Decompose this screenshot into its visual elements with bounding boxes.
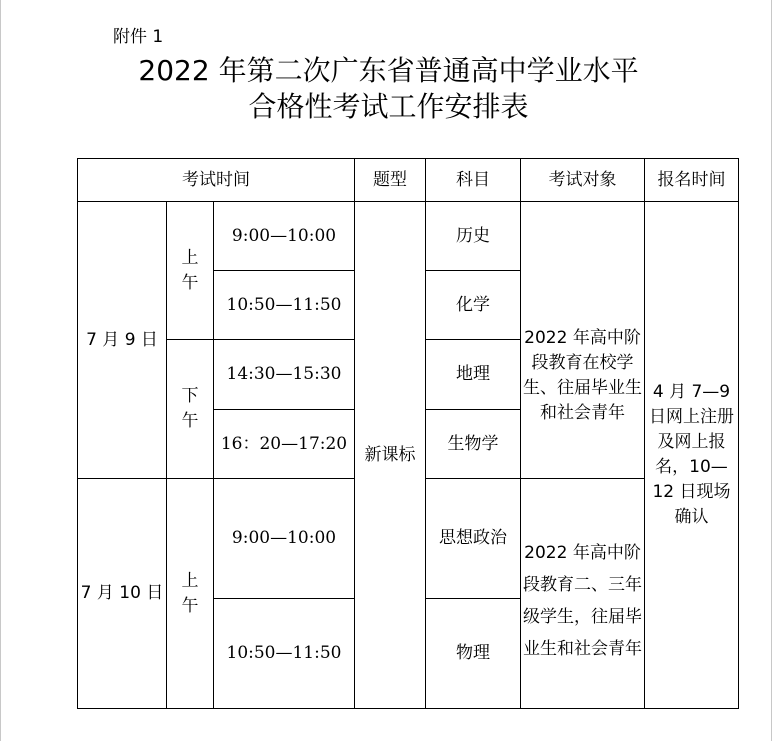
day1-afternoon-label: 下午 — [167, 340, 214, 479]
registration-time-cell: 4 月 7—9 日网上注册及网上报名，10—12 日现场确认 — [645, 202, 739, 709]
header-row — [78, 159, 739, 202]
day1-subject-4: 生物学 — [426, 410, 521, 479]
header-registration-time: 报名时间 — [645, 159, 739, 202]
day1-slot-2: 10:50—11:50 — [214, 271, 355, 340]
table-row — [78, 202, 739, 271]
day2-slot-1: 9:00—10:00 — [214, 479, 355, 599]
day1-morning-label: 上午 — [167, 202, 214, 340]
header-exam-time: 考试时间 — [78, 159, 355, 202]
day1-slot-3: 14:30—15:30 — [214, 340, 355, 410]
exam-schedule-table — [77, 158, 739, 709]
document-title-line1: 2022 年第二次广东省普通高中学业水平 — [138, 54, 639, 87]
day2-morning-label: 上午 — [167, 479, 214, 709]
day1-subject-2: 化学 — [426, 271, 521, 340]
document-title-line2: 合格性考试工作安排表 — [248, 90, 529, 123]
day2-slot-2: 10:50—11:50 — [214, 599, 355, 709]
day1-exam-target: 2022 年高中阶段教育在校学生、往届毕业生和社会青年 — [521, 202, 645, 479]
day2-subject-1: 思想政治 — [426, 479, 521, 599]
day1-slot-4: 16：20—17:20 — [214, 410, 355, 479]
day1-slot-1: 9:00—10:00 — [214, 202, 355, 271]
day2-subject-2: 物理 — [426, 599, 521, 709]
day1-subject-1: 历史 — [426, 202, 521, 271]
question-type-cell: 新课标 — [355, 202, 426, 709]
header-exam-target: 考试对象 — [521, 159, 645, 202]
day1-subject-3: 地理 — [426, 340, 521, 410]
day2-exam-target: 2022 年高中阶段教育二、三年级学生，往届毕业生和社会青年 — [521, 479, 645, 709]
day2-date: 7 月 10 日 — [78, 479, 167, 709]
annex-label: 附件 1 — [113, 27, 164, 47]
header-question-type: 题型 — [355, 159, 426, 202]
header-subject: 科目 — [426, 159, 521, 202]
day1-date: 7 月 9 日 — [78, 202, 167, 479]
